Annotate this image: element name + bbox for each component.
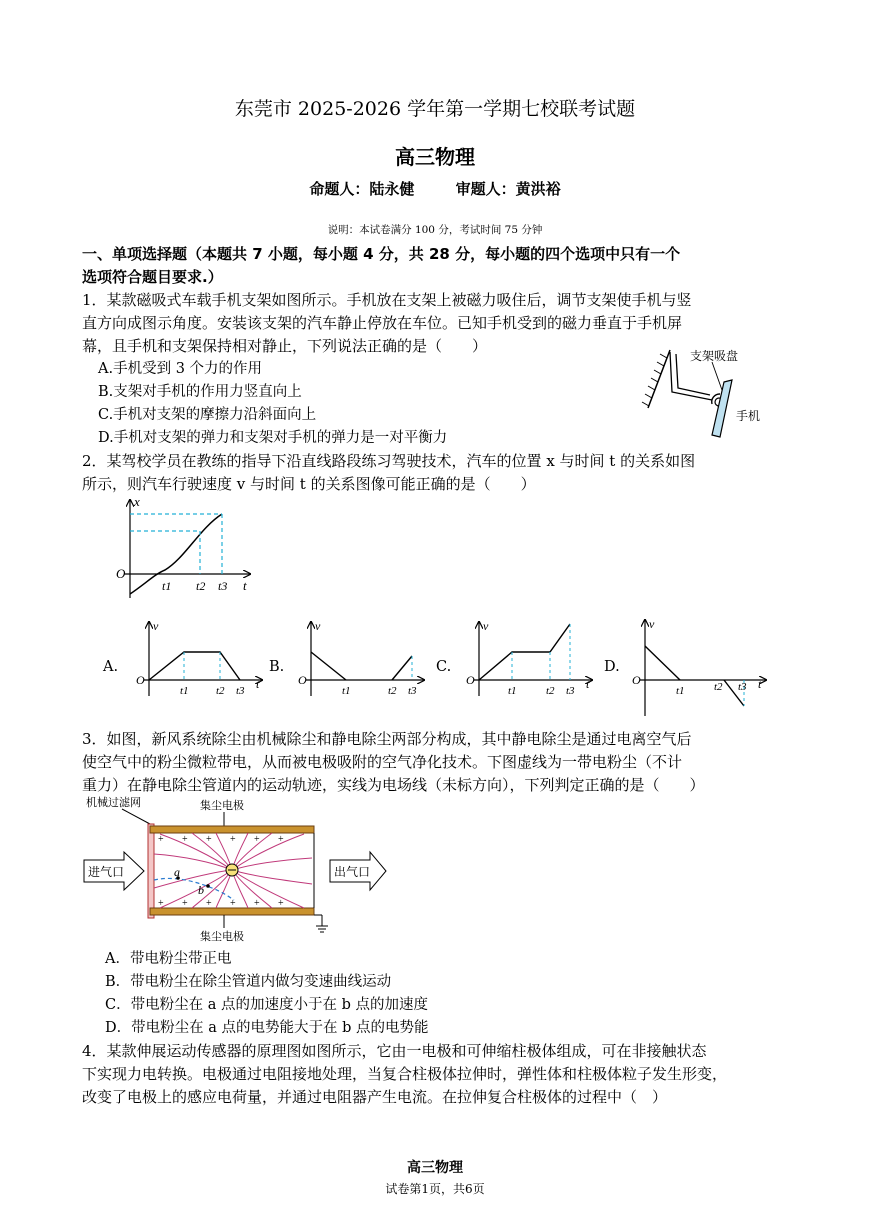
footer-subject: 高三物理	[407, 1160, 463, 1176]
q3-line3: 重力）在静电除尘管道内的运动轨迹，实线为电场线（未标方向），下列判定正确的是（ ）	[82, 776, 705, 794]
q2-label-d: D.	[604, 659, 620, 675]
xt-axis-y: x	[134, 494, 140, 509]
svg-text:+: +	[230, 834, 236, 845]
vt-c-axis: v	[483, 619, 489, 633]
xt-origin: O	[116, 566, 126, 581]
q1-phone-holder-figure	[640, 342, 780, 442]
vt-b-origin: O	[298, 673, 307, 687]
vt-c-t3: t3	[566, 685, 575, 697]
vt-b-t2: t2	[388, 685, 397, 697]
vt-c-t1: t1	[508, 685, 517, 697]
label-top-electrode: 集尘电极	[200, 800, 244, 812]
vt-a-t: t	[256, 677, 260, 691]
q4-line3: 改变了电极上的感应电荷量，并通过电阻器产生电流。在拉伸复合柱极体的过程中（ ）	[82, 1088, 668, 1106]
label-holder: 支架吸盘	[690, 349, 739, 363]
vt-c-t2: t2	[546, 685, 555, 697]
vt-d-t: t	[758, 677, 762, 691]
q2-label-b: B.	[269, 659, 285, 675]
svg-text:+: +	[278, 898, 284, 909]
vt-a-t1: t1	[180, 685, 189, 697]
svg-text:+: +	[254, 834, 260, 845]
svg-text:+: +	[230, 898, 236, 909]
point-b: b	[198, 883, 204, 897]
q1-line3: 幕，且手机和支架保持相对静止，下列说法正确的是（ ）	[82, 337, 488, 355]
q2-graph-a	[132, 618, 267, 698]
q2-line1: 2．某驾校学员在教练的指导下沿直线路段练习驾驶技术，汽车的位置 x 与时间 t 的关系如图	[82, 452, 696, 470]
vt-b-t1: t1	[342, 685, 351, 697]
section-heading-line1: 一、单项选择题（本题共 7 小题，每小题 4 分，共 28 分，每小题的四个选项中只有一个	[82, 245, 681, 263]
svg-text:+: +	[182, 898, 188, 909]
label-filter: 机械过滤网	[86, 797, 141, 809]
svg-text:+: +	[206, 898, 212, 909]
q3-option-d: D．带电粉尘在 a 点的电势能大于在 b 点的电势能	[105, 1020, 429, 1036]
label-bottom-electrode: 集尘电极	[200, 931, 244, 943]
vt-d-t2: t2	[714, 681, 723, 693]
q3-option-b: B．带电粉尘在除尘管道内做匀变速曲线运动	[105, 974, 392, 990]
q2-xt-graph	[110, 494, 260, 602]
svg-text:+: +	[254, 898, 260, 909]
q1-line2: 直方向成图示角度。安装该支架的汽车静止停放在车位。已知手机受到的磁力垂直于手机屏	[82, 314, 683, 332]
exam-note: 说明：本试卷满分 100 分，考试时间 75 分钟	[327, 224, 543, 236]
vt-c-t: t	[586, 677, 590, 691]
setter: 命题人：陆永健	[309, 180, 415, 198]
q2-graph-b	[294, 618, 429, 698]
q1-option-d: D.手机对支架的弹力和支架对手机的弹力是一对平衡力	[98, 430, 448, 446]
xt-t3: t3	[218, 579, 228, 593]
vt-a-t3: t3	[236, 685, 245, 697]
xt-t1: t1	[162, 579, 172, 593]
svg-text:+: +	[158, 898, 164, 909]
q2-graph-c	[462, 618, 597, 698]
svg-text:+: +	[278, 834, 284, 845]
label-inlet: 进气口	[88, 865, 125, 879]
point-a: a	[174, 865, 180, 879]
q3-dust-collector-figure	[82, 796, 392, 946]
q4-line2: 下实现力电转换。电极通过电阻接地处理，当复合柱极体拉伸时，弹性体和柱极体粒子发生形变，	[82, 1065, 728, 1083]
xt-t2: t2	[196, 579, 206, 593]
vt-a-origin: O	[136, 673, 145, 687]
vt-b-axis: v	[315, 619, 321, 633]
vt-d-axis: v	[649, 617, 655, 631]
reviewer: 审题人：黄洪裕	[455, 180, 561, 198]
footer-page: 试卷第1页，共6页	[385, 1182, 485, 1196]
svg-text:+: +	[182, 834, 188, 845]
vt-d-t1: t1	[676, 685, 685, 697]
svg-text:+: +	[206, 834, 212, 845]
q2-line2: 所示，则汽车行驶速度 v 与时间 t 的关系图像可能正确的是（ ）	[82, 475, 536, 493]
q4-line1: 4．某款伸展运动传感器的原理图如图所示，它由一电极和可伸缩柱极体组成，可在非接触状态	[82, 1042, 707, 1060]
q1-option-b: B.支架对手机的作用力竖直向上	[98, 384, 302, 400]
section-heading-line2: 选项符合题目要求.）	[82, 268, 223, 286]
q1-line1: 1．某款磁吸式车载手机支架如图所示。手机放在支架上被磁力吸住后，调节支架使手机与竖	[82, 291, 692, 309]
q2-label-a: A.	[103, 659, 119, 675]
vt-d-origin: O	[632, 673, 641, 687]
q1-option-c: C.手机对支架的摩擦力沿斜面向上	[98, 407, 317, 423]
exam-authors	[0, 178, 870, 199]
xt-axis-x: t	[243, 578, 247, 593]
exam-subject: 高三物理	[395, 145, 475, 169]
vt-a-t2: t2	[216, 685, 225, 697]
label-outlet: 出气口	[334, 865, 371, 879]
vt-d-t3: t3	[738, 681, 747, 693]
vt-b-t3: t3	[408, 685, 417, 697]
svg-text:+: +	[158, 834, 164, 845]
q3-option-a: A．带电粉尘带正电	[105, 951, 232, 967]
q1-option-a: A.手机受到 3 个力的作用	[98, 361, 263, 377]
label-phone: 手机	[736, 409, 761, 423]
q2-label-c: C.	[436, 659, 452, 675]
vt-a-axis: v	[153, 619, 159, 633]
q3-option-c: C．带电粉尘在 a 点的加速度小于在 b 点的加速度	[105, 997, 428, 1013]
q2-graph-d	[628, 616, 770, 720]
q3-line1: 3．如图，新风系统除尘由机械除尘和静电除尘两部分构成，其中静电除尘是通过电离空气后	[82, 730, 692, 748]
exam-title: 东莞市 2025-2026 学年第一学期七校联考试题	[234, 98, 636, 120]
vt-c-origin: O	[466, 673, 475, 687]
q3-line2: 使空气中的粉尘微粒带电，从而被电极吸附的空气净化技术。下图虚线为一带电粉尘（不计	[82, 753, 683, 771]
